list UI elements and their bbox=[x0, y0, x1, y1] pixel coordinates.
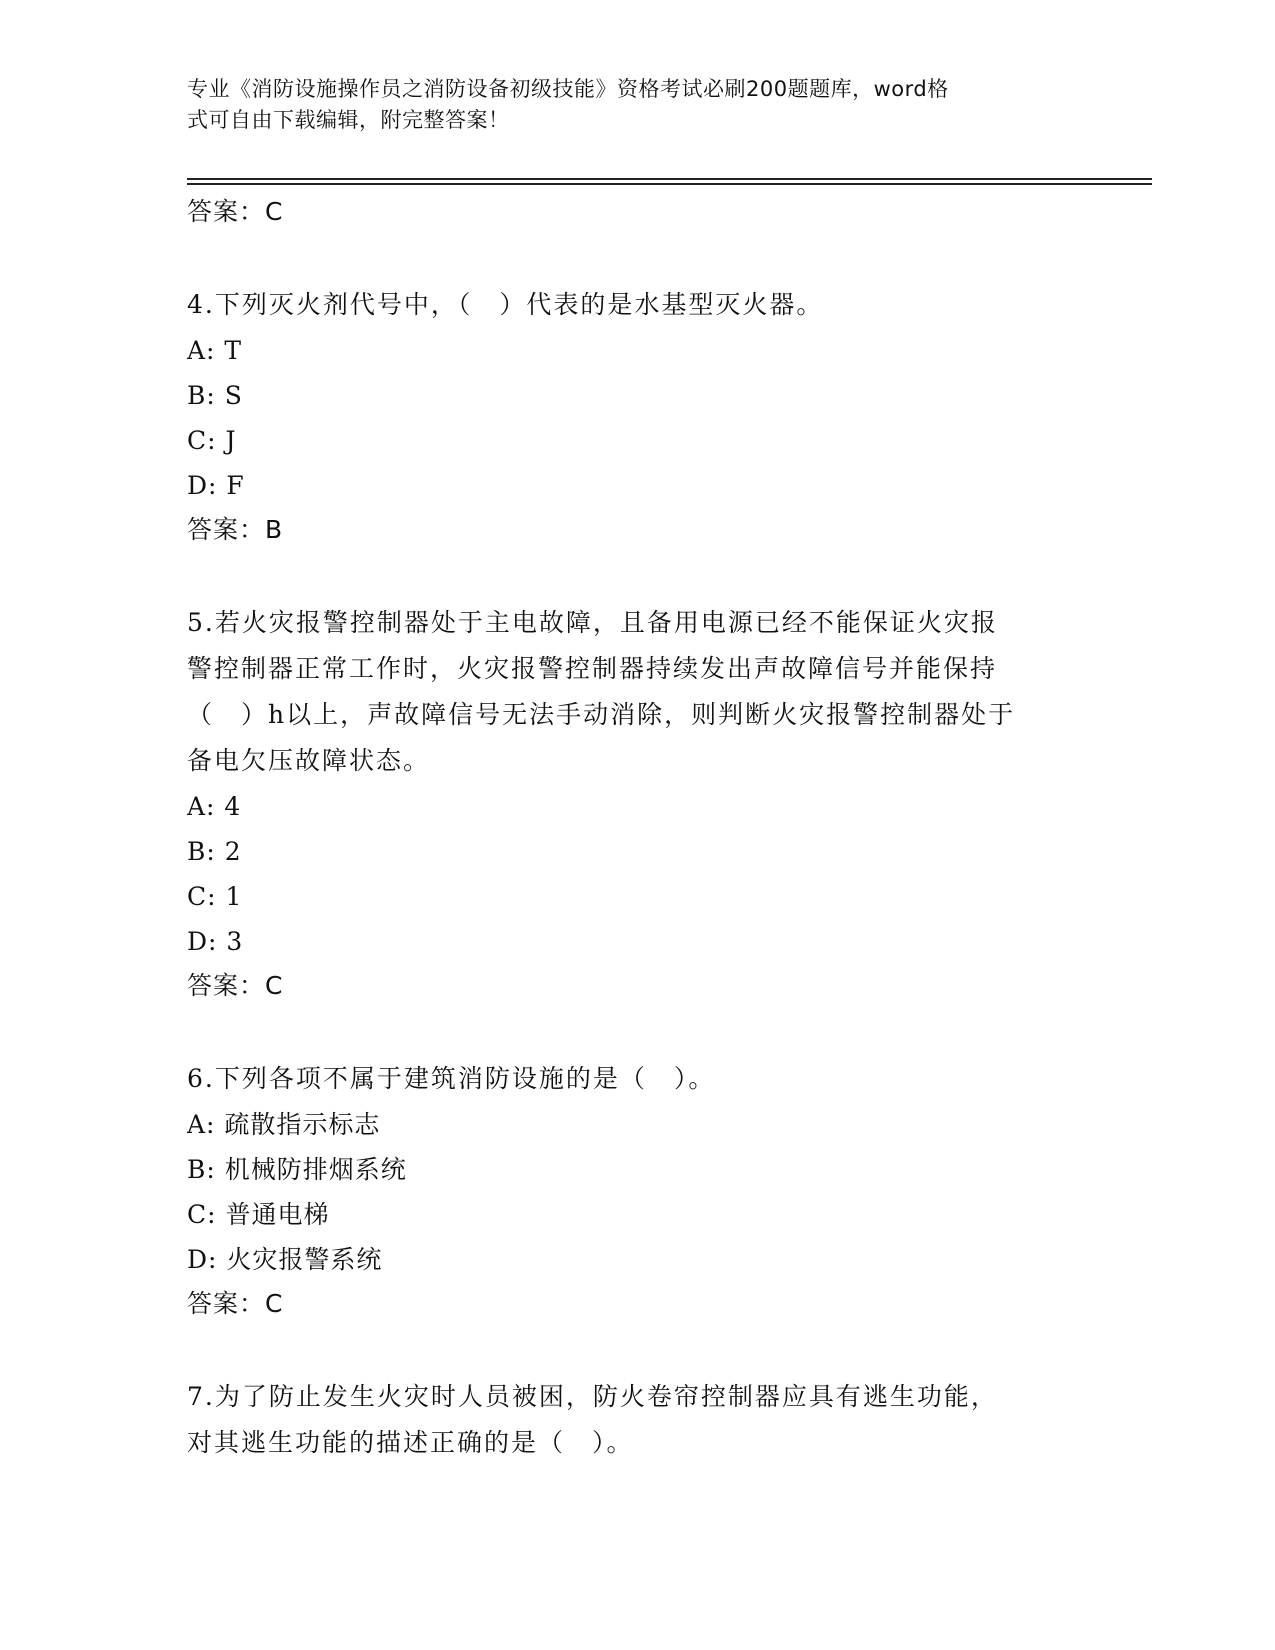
question-5-stem-line-2: 警控制器正常工作时，火灾报警控制器持续发出声故障信号并能保持 bbox=[187, 654, 998, 683]
question-4-option-a: A: T bbox=[187, 336, 243, 365]
question-5 bbox=[187, 600, 1087, 1008]
question-4-option-c: C: J bbox=[187, 426, 237, 455]
question-5-option-b: B: 2 bbox=[187, 837, 242, 866]
question-5-stem-line-4: 备电欠压故障状态。 bbox=[187, 746, 431, 775]
question-list bbox=[187, 190, 1087, 1466]
answer-previous: 答案：C bbox=[187, 197, 284, 226]
question-5-stem-line-3: （ ）h以上，声故障信号无法手动消除，则判断火灾报警控制器处于 bbox=[187, 700, 1016, 729]
question-6-option-a: A: 疏散指示标志 bbox=[187, 1110, 381, 1139]
question-7-stem-line-1: 7.为了防止发生火灾时人员被困，防火卷帘控制器应具有逃生功能， bbox=[187, 1382, 998, 1411]
header-line-1: 专业《消防设施操作员之消防设备初级技能》资格考试必刷200题题库，word格 bbox=[187, 77, 949, 101]
question-4 bbox=[187, 282, 1087, 552]
question-6 bbox=[187, 1056, 1087, 1326]
question-4-option-d: D: F bbox=[187, 471, 245, 500]
header-line-2: 式可自由下载编辑，附完整答案！ bbox=[187, 108, 510, 132]
question-6-option-d: D: 火灾报警系统 bbox=[187, 1245, 383, 1274]
question-6-answer: 答案：C bbox=[187, 1289, 284, 1318]
question-4-stem: 4.下列灭火剂代号中，（ ）代表的是水基型灭火器。 bbox=[187, 290, 824, 319]
question-5-answer: 答案：C bbox=[187, 971, 284, 1000]
question-6-stem: 6.下列各项不属于建筑消防设施的是（ ）。 bbox=[187, 1064, 716, 1093]
question-5-option-a: A: 4 bbox=[187, 792, 242, 821]
question-6-option-b: B: 机械防排烟系统 bbox=[187, 1155, 407, 1184]
header-divider-bottom bbox=[187, 183, 1152, 185]
question-4-answer: 答案：B bbox=[187, 515, 284, 544]
question-5-option-c: C: 1 bbox=[187, 882, 243, 911]
question-6-option-c: C: 普通电梯 bbox=[187, 1200, 330, 1229]
question-4-option-b: B: S bbox=[187, 381, 243, 410]
question-5-stem-line-1: 5.若火灾报警控制器处于主电故障，且备用电源已经不能保证火灾报 bbox=[187, 608, 998, 637]
question-7 bbox=[187, 1374, 1087, 1466]
document-header bbox=[187, 74, 1087, 136]
question-5-option-d: D: 3 bbox=[187, 927, 244, 956]
header-divider-top bbox=[187, 178, 1152, 180]
question-7-stem-line-2: 对其逃生功能的描述正确的是（ ）。 bbox=[187, 1428, 634, 1457]
